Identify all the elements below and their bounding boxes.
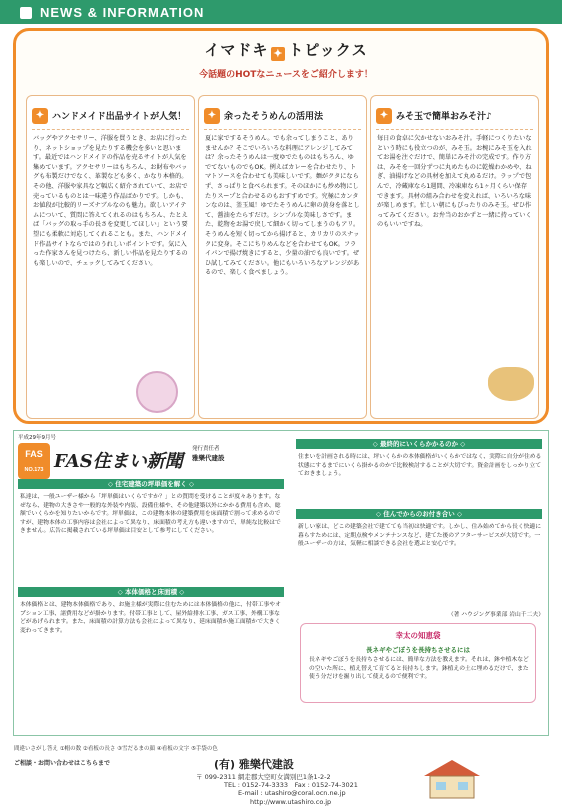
topic-column (198, 95, 367, 419)
accessory-illustration (136, 371, 178, 413)
star-icon: ✦ (32, 108, 48, 124)
section-heading: ◇ 住宅建築の坪単価を解く ◇ (18, 479, 284, 489)
fas-logo: FAS NO.173 (18, 443, 50, 479)
topic-title: みそ玉で簡単おみそ汁♪ (396, 112, 492, 122)
section-heading: ◇ 本体価格と床面積 ◇ (18, 587, 284, 597)
email[interactable]: E-mail : utashiro@coral.ocn.ne.jp (238, 789, 346, 797)
postal-address: 〒 099-2311 網走郡大空町女満別巴1条1-2-2 (196, 773, 331, 781)
house-illustration (420, 758, 484, 800)
star-icon: ✦ (273, 48, 284, 60)
company-name: (有) 雅樂代建設 (214, 758, 294, 771)
contact-label: ご相談・お問い合わせはこちらまで (14, 760, 111, 767)
topics-banner (188, 39, 384, 87)
topic-body: 夏に家でするそうめん。でも余ってしまうこと、ありませんか？そこでいろいろな料理にアレンジしてみては？余ったそうめんは一度ゆでたものはもちろん、ゆでてないものでもOK。例えばカレーを合わせたり、トマトソースを合わせても美味しいです。麺がクタにならず、さっぱりと食べられます。そのほかにも炒め物にしたりスープと合わせるのもおすすめです。究極にカンタンなのは、釜玉風！ゆでたそうめんに卵の黄身を落として、醤油をたらすだけ。シンプルな美味しさです。また、乾物をお湯で戻して細かく切ってしまうのもアリ。そうめんを短く切ってから揚げると、カリカリのスナックに変身。そこにちりめんなどを合わせてもOK。フライパンで揚げ焼きにすると、少量の油でも良いです。ぜひ試してみてください。他にもいろいろなアレンジがあるので、楽しく食べましょう。 (205, 135, 360, 277)
topic-title: ハンドメイド出品サイトが人気！ (52, 112, 187, 122)
tips-title: 幸太の知恵袋 (395, 631, 441, 640)
topic-body: 毎日の食卓に欠かせないおみそ汁。手軽につくりたいなという時にも役立つのが、みそ玉。お椀にみそ玉を入れてお湯を注ぐだけで、簡単にみそ汁の完成です。作り方は、みそを一回分ずつに丸めたものに乾燥わかめや、ねぎ、油揚げなどの具材を加えて丸めるだけ。ラップで包んで、冷蔵庫なら1週間、冷凍庫なら1ヶ月くらい保存できます。具材の組み合わせを変えれば、いろいろな味が楽しめます。忙しい朝にもぴったりのみそ玉。ぜひ作ってみてください。お弁当のおかずと一緒に持っていくのもいいですね。 (377, 135, 532, 229)
topic-body: バッグやアクセサリー、洋服を買うとき、お店に行ったり、ネットショップを見たりする機会を多いと思います。最近ではハンドメイドの作品を売るサイトが人気を集めています。アクセサリーはもちろん、お財布やバッグも布製だけでなく、革製なども多く、かなり本格的。その他、洋服や家具など幅広く紹介されていて、お店で売っているものとは一味違う作品ばかりです。しかも、お値段が比較的リーズナブルなのも魅力。欲しいアイテムについて、質問に答えてくれるのはもちろん、たとえば「バッグの取っ手の長さを変更してほしい」という要望にも柔軟に対応してくれることも。また、ハンドメイド作品サイトならではのうれしいポイントです。気に入った作家さんを見つけたら、新しい作品を見たりするのも楽しいので、チェックしてみてください。 (33, 135, 188, 267)
newspaper (13, 430, 549, 736)
tel: TEL : 0152-74-3333 (224, 781, 289, 789)
section-body: 本体価格とは、建物本体価格であり、お施主様が実際に住むためには本体価格の他に、付帯工事やオプション工事、諸費用などが掛かります。付帯工事として、屋外給排水工事、ガス工事、外構工事などがあげられます。また、床面積の計算方法も会社によって異なり、延床面積か施工面積かで大きく変わってきます。 (20, 602, 281, 634)
fax: Fax : 0152-74-3021 (294, 781, 358, 789)
section-body: 私達は、一般ユーザー様から「坪単価はいくらですか？」との質問を受けることが度々あります。なぜなら、建物の大きさや一般的な外装や内装、設備仕様や、その他建築以外にかかる費用も含め、総額でいくらかを知りたいからです。坪単価は、この建物本体の建築費用を床面積で割って求めるのですが、建物本体の工事内容は会社によって異なり、床面積の考え方も違いますので、単純な比較はできません。広告に掲載されている坪単価は目安として参考にしてください。 (20, 494, 281, 535)
publisher: 雅樂代建設 (192, 454, 225, 462)
section-body: 新しい家は、どこの建築会社で建てても当初は快適です。しかし、住み始めてから長く快適に暮らすためには、定期点検やメンテナンスなど、建てた後のアフターサービスが大切です。一般ユーザーの方は、気軽に相談できる会社を選ぶと安心です。 (298, 524, 542, 548)
section-body: 住まいを計画される時には、坪いくらかの本体価格がいくらかではなく、実際に自分が住める状態にするまでにいくら掛かるのかで比較検討することが大切です。資金計画をしっかり立てておきましょう。 (298, 454, 542, 478)
star-icon: ✦ (204, 108, 220, 124)
topics-box (13, 28, 549, 424)
topic-column (26, 95, 195, 419)
section-heading: ◇ 住んでからのお付き合い ◇ (296, 509, 542, 519)
newspaper-title: FAS住まい新聞 (54, 451, 183, 472)
topics-subtitle: 今話題のHOTなニュースをご紹介します！ (199, 70, 373, 80)
issue-date: 平成29年9月号 (18, 435, 56, 441)
star-icon: ✦ (376, 108, 392, 124)
tips-subtitle: 長ネギやごぼうを長持ちさせるには (366, 646, 470, 654)
tips-body: 長ネギやごぼうを長持ちさせるには、簡単な方法を教えます。それは、鉢や植木などの空いた所に、植え替えて育てると長持ちします。鉢植えの土に埋めるだけで、また使う分だけを掘り出して使えるので便利です。 (309, 657, 529, 681)
topics-title-right: トピックス (288, 41, 368, 59)
issue-number: NO.173 (24, 467, 44, 473)
section-heading: ◇ 最終的にいくらかかるのか ◇ (296, 439, 542, 449)
tips-box (300, 623, 536, 703)
miso-soup-illustration (488, 367, 534, 401)
publisher-label: 発行責任者 (192, 446, 220, 452)
section-header: NEWS & INFORMATION (0, 0, 562, 24)
topics-title-left: イマドキ (204, 41, 269, 59)
topic-title: 余ったそうめんの活用法 (224, 112, 324, 122)
website-link[interactable]: http://www.utashiro.co.jp (250, 798, 332, 806)
signature: （著 ハウジング事業部 岩山千二夫） (447, 612, 544, 618)
quiz-answers: 間違いさがし答え ①帽の数 ②看板の長さ ③雪だるまの顔 ④看板の文字 ⑤手袋の色 (14, 746, 218, 752)
